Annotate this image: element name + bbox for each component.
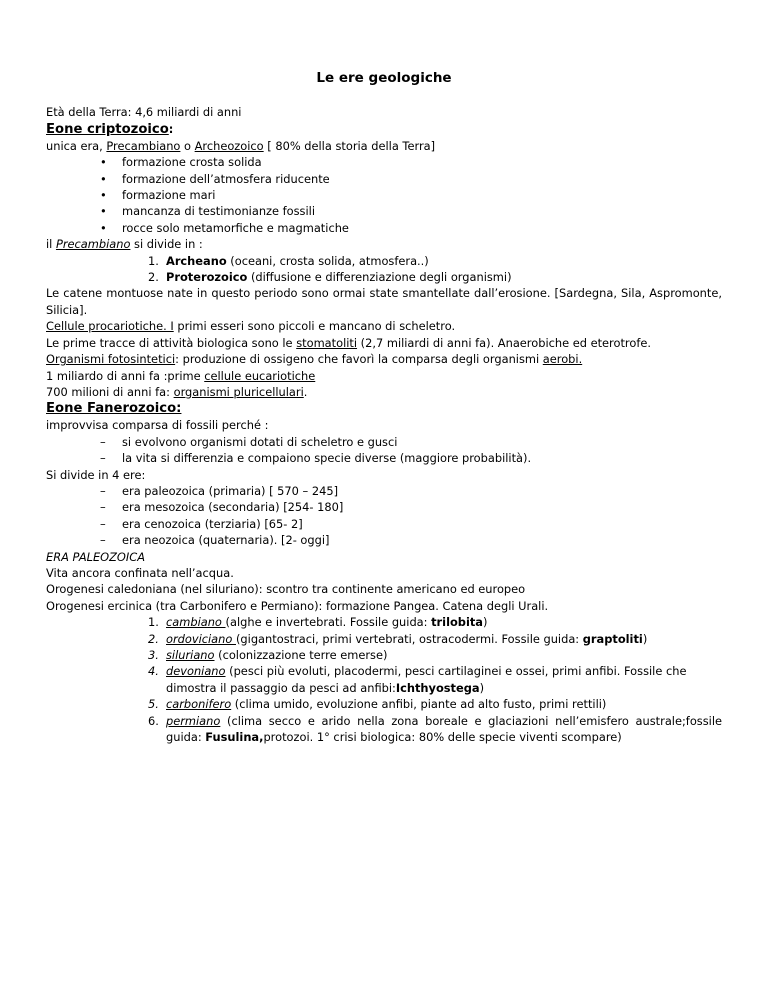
list-number: 5. (148, 697, 159, 712)
period-name: siluriano (166, 648, 215, 662)
list-item: • mancanza di testimonianze fossili (46, 203, 722, 219)
list-item: – era cenozoica (terziaria) [65- 2] (46, 516, 722, 532)
guide-fossil: Fusulina, (205, 730, 264, 745)
period-desc: (alghe e invertebrati. Fossile guida: (225, 615, 432, 630)
period-desc: (clima umido, evoluzione anfibi, piante ad alto fusto, primi rettili) (231, 697, 607, 712)
period-desc: (clima secco e arido nella zona boreale e glaciazioni nell’emisfero australe;fossile guida: (166, 713, 722, 745)
list-item: – la vita si differenzia e compaiono specie diverse (maggiore probabilità). (46, 450, 722, 466)
precambiano-term: Precambiano (106, 138, 181, 153)
aerobi-term: aerobi. (542, 352, 583, 367)
eon-fanerozoico-title: Eone Fanerozoico: (46, 401, 182, 417)
fanerozoico-intro: improvvisa comparsa di fossili perché : (46, 418, 269, 433)
period-desc: (colonizzazione terre emerse) (214, 648, 388, 662)
list-number: 2. (148, 631, 159, 646)
guide-fossil: trilobita (431, 615, 483, 630)
period-name: devoniano (166, 664, 226, 679)
fanerozoico-reasons-list (46, 434, 722, 467)
miliardo-line (46, 368, 722, 384)
earth-age-line: Età della Terra: 4,6 miliardi di anni (46, 105, 242, 120)
paleozoic-periods-list (46, 614, 722, 745)
eon-criptozoico-title: Eone criptozoico (46, 121, 169, 137)
guide-fossil: Ichthyostega (395, 680, 480, 695)
intro-text: [ 80% della storia della Terra] (263, 138, 436, 153)
text: primi esseri sono piccoli e mancano di scheletro. (173, 319, 456, 334)
text: . (303, 384, 308, 399)
list-item (46, 696, 722, 712)
list-item: – era mesozoica (secondaria) [254- 180] (46, 499, 722, 515)
paleozoic-line: Vita ancora confinata nell’acqua. (46, 565, 234, 580)
page-title: Le ere geologiche (316, 70, 452, 86)
guide-fossil: graptoliti (582, 631, 643, 646)
period-desc: ) (483, 615, 488, 630)
list-item: • rocce solo metamorfiche e magmatiche (46, 220, 722, 236)
list-number: 6. (148, 713, 159, 728)
eucariotiche-term: cellule eucariotiche (204, 368, 316, 383)
text: 700 milioni di anni fa: (46, 384, 174, 399)
tracce-line (46, 335, 722, 351)
text: si divide in : (130, 237, 203, 252)
list-item (46, 631, 722, 647)
list-number: 3. (148, 648, 159, 662)
intro-text: unica era, (46, 138, 107, 153)
list-item: • formazione dell’atmosfera riducente (46, 171, 722, 187)
division-name: Proterozoico (166, 270, 248, 285)
list-item (46, 647, 722, 663)
list-number: 2. (148, 270, 159, 285)
list-item: • formazione crosta solida (46, 154, 722, 170)
eon-criptozoico-colon: : (168, 121, 174, 136)
list-item: – era neozoica (quaternaria). [2- oggi] (46, 532, 722, 548)
eon-fanerozoico-heading (46, 400, 722, 417)
text: Le prime tracce di attività biologica sono le (46, 335, 297, 350)
text: 1 miliardo di anni fa :prime (46, 368, 205, 383)
era-paleozoica-heading: ERA PALEOZOICA (46, 549, 146, 564)
division-desc: (diffusione e differenziazione degli organismi) (247, 270, 512, 285)
eras-divide-line: Si divide in 4 ere: (46, 467, 146, 482)
paleozoic-line: Orogenesi caledoniana (nel siluriano): scontro tra continente americano ed europeo (46, 582, 526, 597)
list-item (46, 663, 722, 696)
paleozoic-line: Orogenesi ercinica (tra Carbonifero e Permiano): formazione Pangea. Catena degli Urali. (46, 598, 549, 613)
fotosintetici-term: Organismi fotosintetici (46, 352, 176, 367)
eon-criptozoico-heading (46, 121, 722, 138)
list-item: • formazione mari (46, 187, 722, 203)
procariotiche-term: Cellule procariotiche. I (46, 319, 174, 334)
period-name: ordoviciano (166, 631, 236, 646)
division-name: Archeano (166, 253, 227, 268)
eras-list (46, 483, 722, 549)
intro-text: o (180, 138, 195, 153)
list-item (46, 253, 722, 269)
text: il (46, 237, 56, 252)
archeozoico-term: Archeozoico (194, 138, 264, 153)
precambiano-term: Precambiano (55, 237, 131, 252)
list-number: 1. (148, 253, 159, 268)
stomatoliti-term: stomatoliti (296, 335, 358, 350)
catene-paragraph: Le catene montuose nate in questo periodo sono ormai state smantellate dall’erosione. [Sardegna, Sila, Aspromonte, Silicia]. (46, 286, 722, 317)
period-desc: (pesci più evoluti, placodermi, pesci cartilaginei e ossei, primi anfibi. Fossile che dimostra il passaggio da pesci ad anfibi: (166, 664, 687, 695)
period-name: permiano (166, 713, 221, 728)
list-number: 1. (148, 615, 159, 630)
list-item (46, 614, 722, 630)
precambiano-divisions (46, 253, 722, 286)
text: (2,7 miliardi di anni fa). Anaerobiche ed eterotrofe. (357, 335, 651, 350)
list-item (46, 713, 722, 746)
list-item (46, 269, 722, 285)
text: : produzione di ossigeno che favorì la comparsa degli organismi (175, 352, 543, 367)
criptozoico-bullet-list (46, 154, 722, 236)
period-name: cambiano (166, 615, 226, 630)
list-number: 4. (148, 664, 159, 679)
cellule-line (46, 318, 722, 334)
period-desc: ) (642, 631, 648, 646)
pluricellulari-term: organismi pluricellulari (173, 384, 304, 399)
period-desc: protozoi. 1° crisi biologica: 80% delle specie viventi scompare) (263, 730, 622, 745)
fotosintetici-line (46, 351, 722, 367)
milioni-line (46, 384, 722, 400)
division-desc: (oceani, crosta solida, atmosfera..) (226, 253, 429, 268)
list-item: – era paleozoica (primaria) [ 570 – 245] (46, 483, 722, 499)
period-desc: (gigantostraci, primi vertebrati, ostracodermi. Fossile guida: (235, 631, 583, 646)
period-name: carbonifero (166, 697, 232, 712)
precambiano-divide-line (46, 236, 722, 252)
period-desc: ) (479, 680, 485, 695)
criptozoico-intro (46, 138, 722, 154)
list-item: – si evolvono organismi dotati di scheletro e gusci (46, 434, 722, 450)
